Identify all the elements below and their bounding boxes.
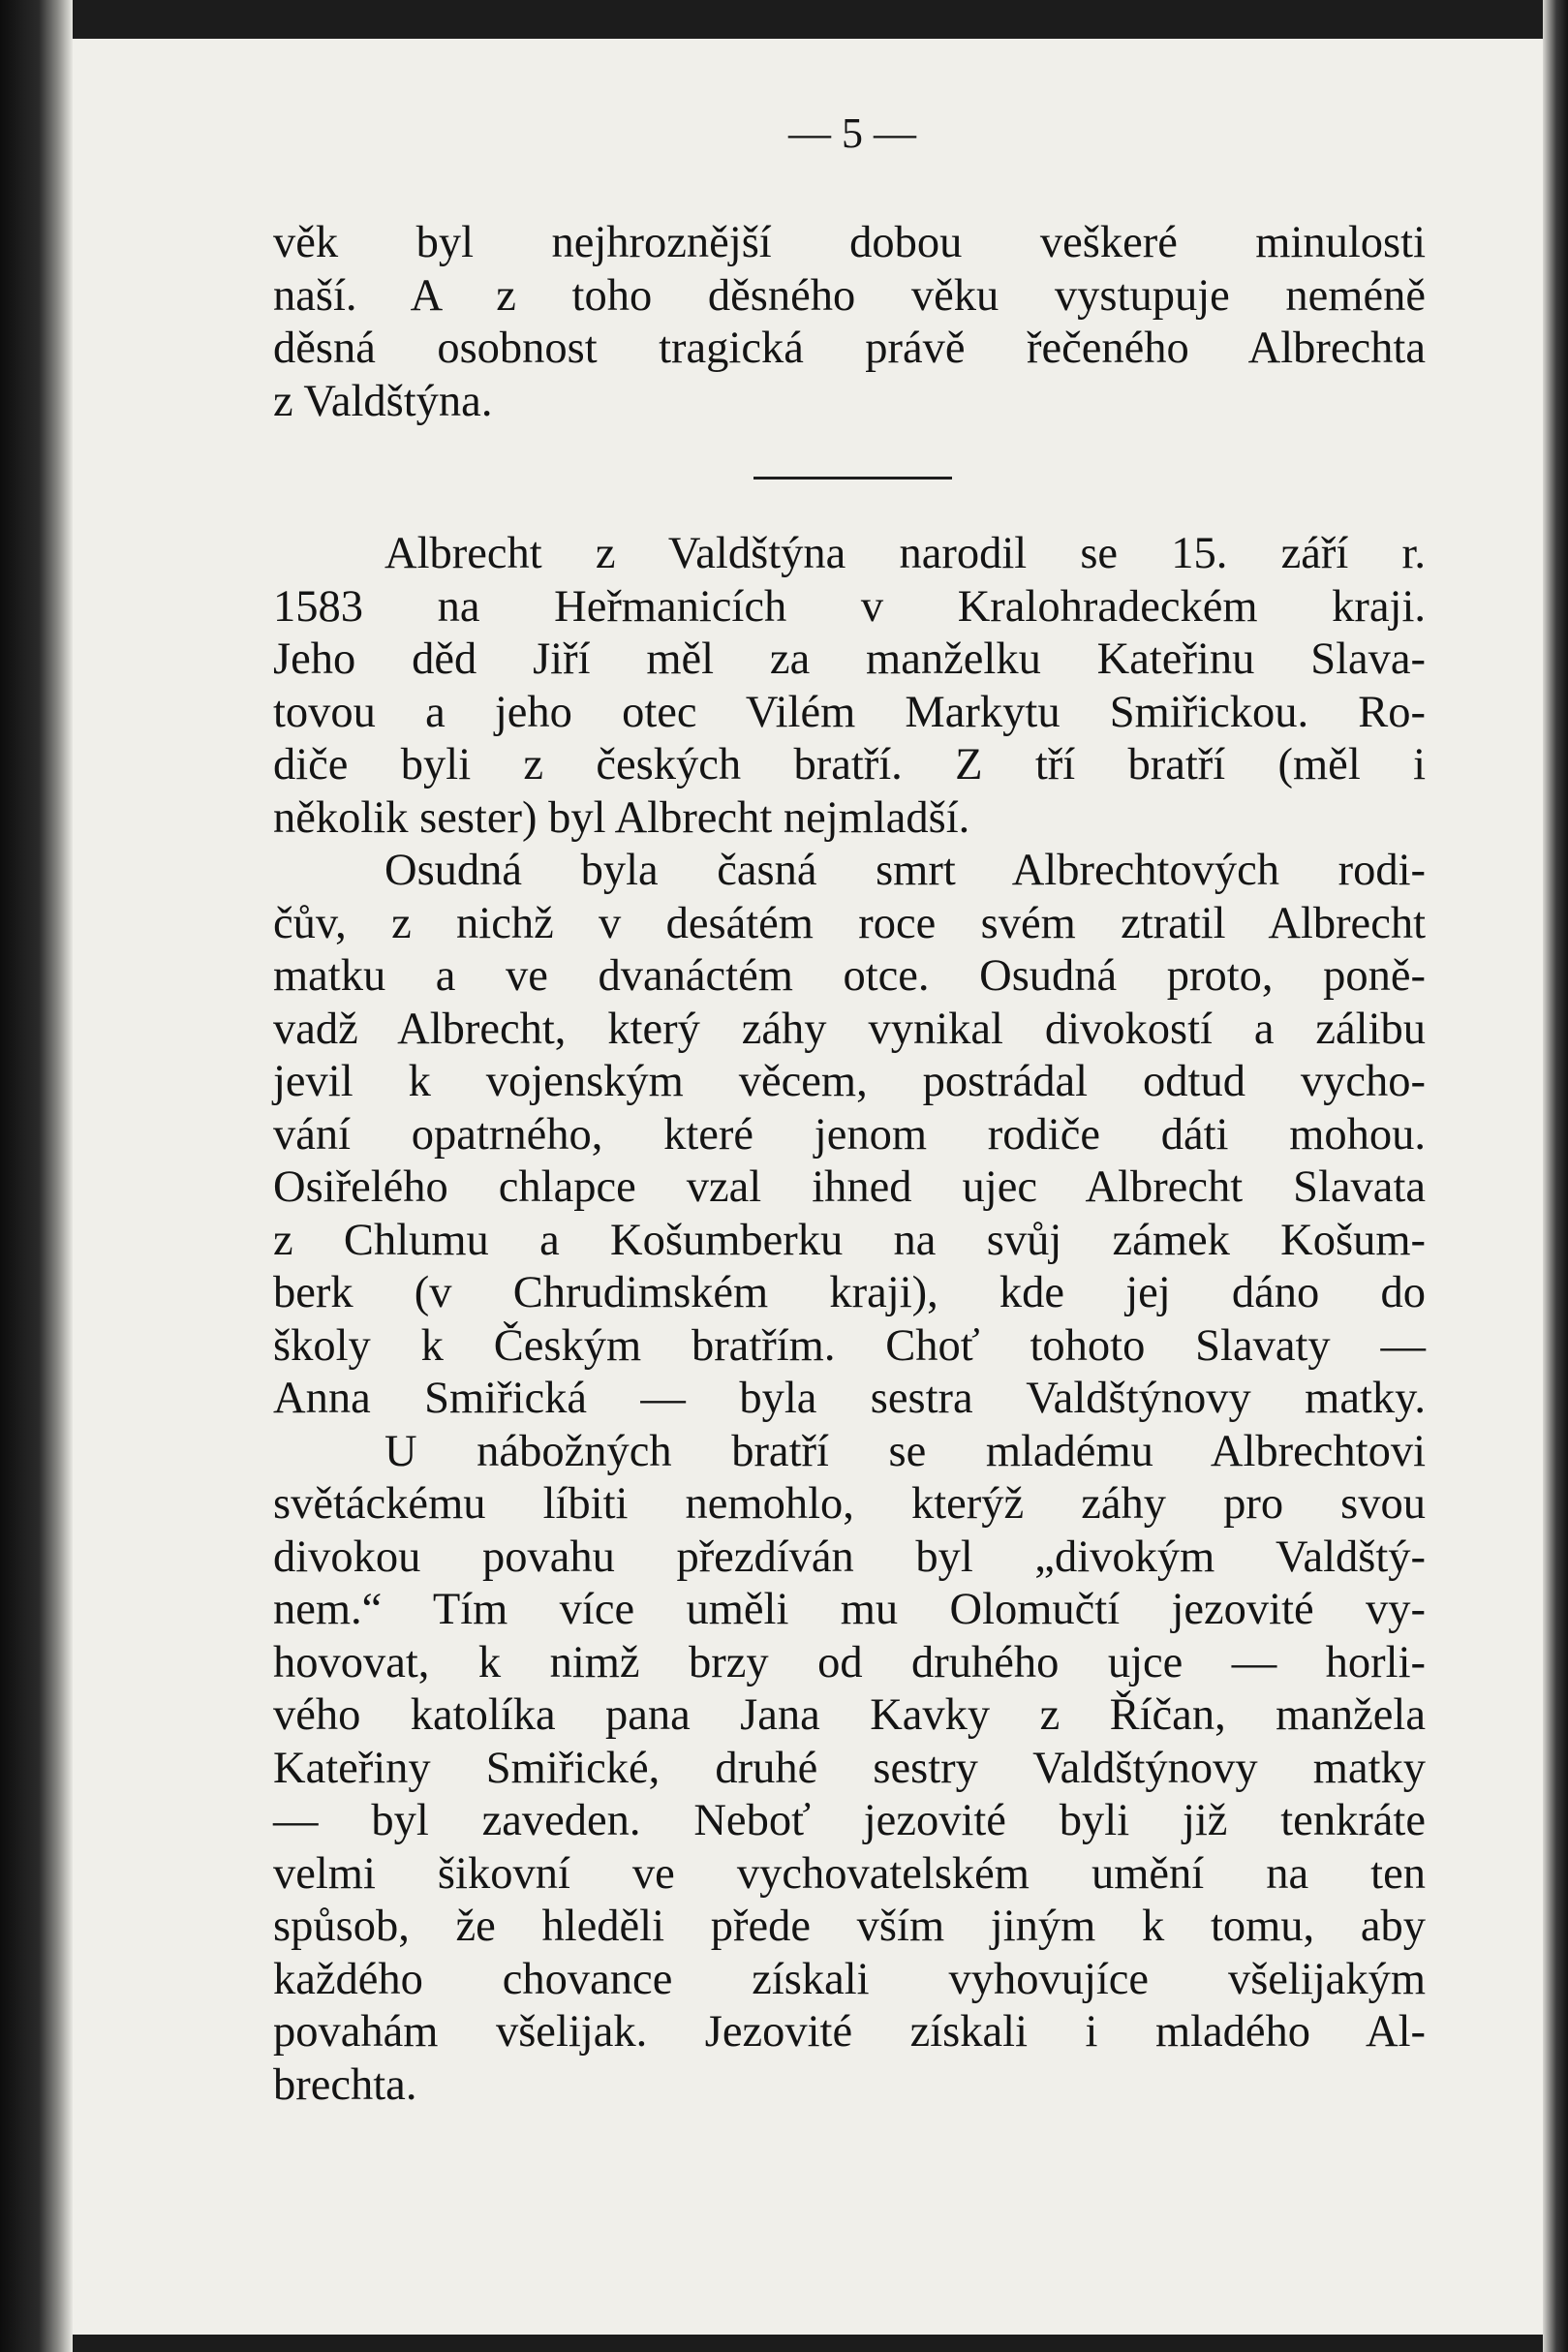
section-divider — [753, 477, 952, 480]
text-line: několik sester) byl Albrecht nejmladší. — [273, 792, 970, 843]
text-line: diče byli z českých bratří. Z tří bratří (měl i — [273, 740, 1426, 789]
text-line: nem.“ Tím více uměli mu Olomučtí jezovité vy- — [273, 1585, 1426, 1634]
text-line: hovovat, k nimž brzy od druhého ujce — horli- — [273, 1637, 1426, 1687]
page-number: — 5 — — [788, 109, 916, 157]
text-line: brechta. — [273, 2059, 417, 2110]
section-biography — [273, 528, 1426, 2112]
text-line: povahám všelijak. Jezovité získali i mladého Al- — [273, 2007, 1426, 2057]
text-line: U nábožných bratří se mladému Albrechtovi — [384, 1426, 1426, 1476]
text-line: čův, z nichž v desátém roce svém ztratil Albrecht — [273, 898, 1426, 948]
text-line: každého chovance získali vyhovujíce všelijakým — [273, 1954, 1426, 2004]
text-line: děsná osobnost tragická právě řečeného Albrechta — [273, 324, 1426, 373]
page-right-edge — [1543, 0, 1568, 2352]
text-line: věk byl nejhroznější dobou veškeré minulosti — [273, 218, 1426, 267]
text-line: berk (v Chrudimském kraji), kde jej dáno do — [273, 1268, 1426, 1317]
text-line: naší. A z toho děsného věku vystupuje neméně — [273, 270, 1426, 321]
text-line: spůsob, že hleděli přede vším jiným k tomu, aby — [273, 1902, 1426, 1951]
text-line: Jeho děd Jiří měl za manželku Kateřinu Slava- — [273, 634, 1426, 684]
text-line: vadž Albrecht, který záhy vynikal divokostí a zálibu — [273, 1004, 1426, 1054]
text-line: velmi šikovní ve vychovatelském umění na ten — [273, 1848, 1426, 1899]
text-line: Kateřiny Smiřické, druhé sestry Valdštýnovy matky — [273, 1743, 1426, 1793]
text-line: tovou a jeho otec Vilém Markytu Smiřickou. Ro- — [273, 687, 1426, 737]
text-line: světáckému líbiti nemohlo, kterýž záhy pro svou — [273, 1479, 1426, 1529]
text-line: z Chlumu a Košumberku na svůj zámek Košum- — [273, 1215, 1426, 1265]
text-line: školy k Českým bratřím. Choť tohoto Slavaty — — [273, 1320, 1426, 1371]
text-line: Anna Smiřická — byla sestra Valdštýnovy matky. — [273, 1374, 1426, 1423]
text-line: z Valdštýna. — [273, 376, 493, 426]
book-binding-edge — [0, 0, 73, 2352]
text-line: vého katolíka pana Jana Kavky z Říčan, manžela — [273, 1690, 1426, 1740]
text-line: Osudná byla časná smrt Albrechtových rodi- — [384, 846, 1426, 895]
text-line: jevil k vojenským věcem, postrádal odtud vycho- — [273, 1057, 1426, 1106]
text-line: matku a ve dvanáctém otce. Osudná proto, poně- — [273, 951, 1426, 1001]
text-line: — byl zaveden. Neboť jezovité byli již tenkráte — [273, 1796, 1426, 1845]
text-line: vání opatrného, které jenom rodiče dáti mohou. — [273, 1109, 1426, 1160]
paragraph-intro — [273, 217, 1426, 428]
text-line: 1583 na Heřmanicích v Kralohradeckém kraji. — [273, 581, 1426, 632]
text-line: divokou povahu přezdíván byl „divokým Valdštý- — [273, 1532, 1426, 1582]
text-line: Albrecht z Valdštýna narodil se 15. září r. — [384, 529, 1426, 578]
text-line: Osiřelého chlapce vzal ihned ujec Albrecht Slavata — [273, 1162, 1426, 1212]
